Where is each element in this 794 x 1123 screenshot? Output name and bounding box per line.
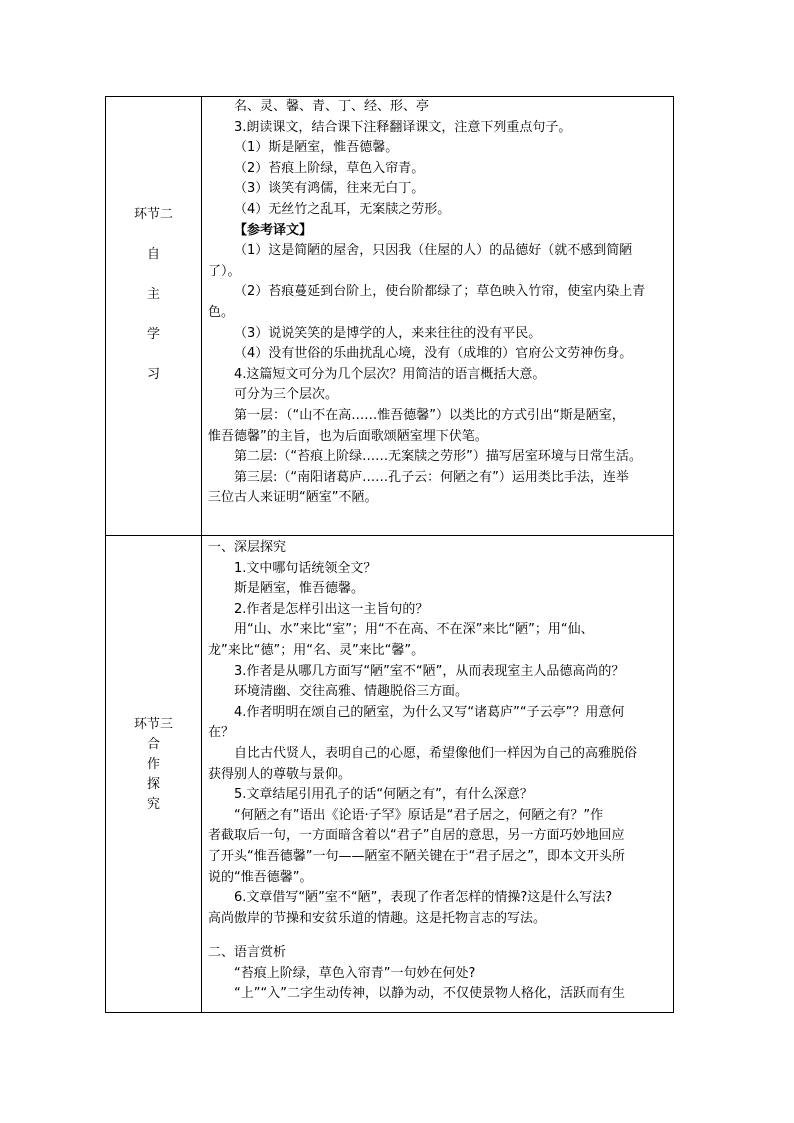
- text-line: 名、灵、馨、青、丁、经、形、亭: [234, 99, 430, 114]
- text-line: （1）这是简陋的屋舍，只因我（住屋的人）的品德好（就不感到简陋: [234, 243, 633, 259]
- row-divider: [106, 535, 673, 536]
- lesson-table: [105, 96, 674, 1013]
- reference-heading: 【参考译文】: [234, 222, 313, 238]
- question-line: 4.这篇短文可分为几个层次？用简洁的语言概括大意。: [234, 366, 546, 382]
- section-label-char: 探: [146, 777, 160, 792]
- answer-line: 高尚傲岸的节操和安贫乐道的情趣。这是托物言志的写法。: [208, 910, 547, 926]
- text-line: （4）无丝竹之乱耳，无案牍之劳形。: [234, 201, 451, 217]
- question-line: 1.文中哪句话统领全文？: [234, 560, 377, 576]
- text-line: 第二层:（“苔痕上阶绿……无案牍之劳形”）描写居室环境与日常生活。: [234, 449, 642, 465]
- question-line: 3.朗读课文，结合课下注释翻译课文，注意下列重点句子。: [234, 119, 572, 135]
- section-label-char: 究: [146, 797, 160, 812]
- section-label-char: 自: [146, 247, 160, 262]
- section1-content: [208, 97, 670, 535]
- text-line: 可分为三个层次。: [234, 387, 339, 403]
- text-line: （2）苔痕上阶绿，草色入帘青。: [234, 160, 425, 176]
- section-label-char: 学: [146, 327, 160, 342]
- answer-line: 者截取后一句，一方面暗含着以“君子”自居的意思，另一方面巧妙地回应: [208, 828, 625, 844]
- section2-content: [208, 538, 670, 1010]
- section-heading: 二、语言赏析: [208, 945, 287, 961]
- section-label-title: 环节二: [133, 207, 173, 222]
- section-label-char: 主: [146, 287, 160, 302]
- answer-line: 说的“惟吾德馨”。: [208, 869, 313, 885]
- text-line: （3）谈笑有鸿儒，往来无白丁。: [234, 181, 425, 197]
- question-line: 4.作者明明在颂自己的陋室，为什么又写“诸葛庐”“子云亭”？用意何: [234, 704, 625, 720]
- text-line: （2）苔痕蔓延到台阶上，使台阶都绿了；草色映入竹帘，使室内染上青: [234, 284, 646, 300]
- text-line: 惟吾德馨”的主旨，也为后面歌颂陋室埋下伏笔。: [208, 428, 488, 444]
- question-line: “苔痕上阶绿，草色入帘青”一句妙在何处?: [234, 965, 476, 981]
- text-line: 第三层:（“南阳诸葛庐……孔子云：何陋之有”）运用类比手法，连举: [234, 469, 629, 485]
- question-line: 3.作者是从哪几方面写“陋”室不“陋”，从而表现室主人品德高尚的？: [234, 663, 625, 679]
- text-line: （3）说说笑笑的是博学的人，来来往往的没有平民。: [234, 325, 542, 341]
- question-line: 在？: [208, 725, 235, 741]
- section-label-char: 合: [146, 737, 160, 752]
- section-heading: 一、深层探究: [208, 540, 287, 555]
- answer-line: “何陋之有”语出《论语·子罕》原话是“君子居之，何陋之有？”作: [234, 807, 604, 823]
- section-label-title: 环节三: [133, 717, 173, 732]
- section-label-char: 作: [146, 757, 160, 772]
- text-line: （4）没有世俗的乐曲扰乱心境，没有（成堆的）官府公文劳神伤身。: [234, 346, 633, 362]
- question-line: 2.作者是怎样引出这一主旨句的？: [234, 601, 429, 617]
- answer-line: 用“山、水”来比“室”；用“不在高、不在深”来比“陋”；用“仙、: [234, 622, 594, 638]
- question-line: 6.文章借写“陋”室不“陋”，表现了作者怎样的情操?这是什么写法?: [234, 890, 613, 906]
- answer-line: 环境清幽、交往高雅、情趣脱俗三方面。: [234, 684, 469, 700]
- section-label-char: 习: [146, 367, 160, 382]
- text-line: （1）斯是陋室，惟吾德馨。: [234, 140, 399, 156]
- answer-line: “上”“入”二字生动传神，以静为动，不仅使景物人格化，活跃而有生: [234, 986, 625, 1002]
- text-line: 了）。: [208, 263, 241, 279]
- text-line: 色。: [208, 304, 235, 320]
- spacer: [208, 929, 670, 943]
- answer-line: 了开头“惟吾德馨”一句——陋室不陋关键在于“君子居之”，即本文开头所: [208, 848, 625, 864]
- answer-line: 斯是陋室，惟吾德馨。: [234, 581, 365, 597]
- answer-line: 自比古代贤人，表明自己的心愿，希望像他们一样因为自己的高雅脱俗: [234, 745, 638, 761]
- text-line: 三位古人来证明“陋室”不陋。: [208, 490, 378, 506]
- column-divider: [201, 97, 202, 1012]
- answer-line: 获得别人的尊敬与景仰。: [208, 766, 352, 782]
- answer-line: 龙”来比“德”；用“名、灵”来比“馨”。: [208, 642, 425, 658]
- text-line: 第一层：（“山不在高……惟吾德馨”）以类比的方式引出“斯是陋室，: [234, 407, 625, 423]
- question-line: 5.文章结尾引用孔子的话“何陋之有”，有什么深意？: [234, 787, 533, 803]
